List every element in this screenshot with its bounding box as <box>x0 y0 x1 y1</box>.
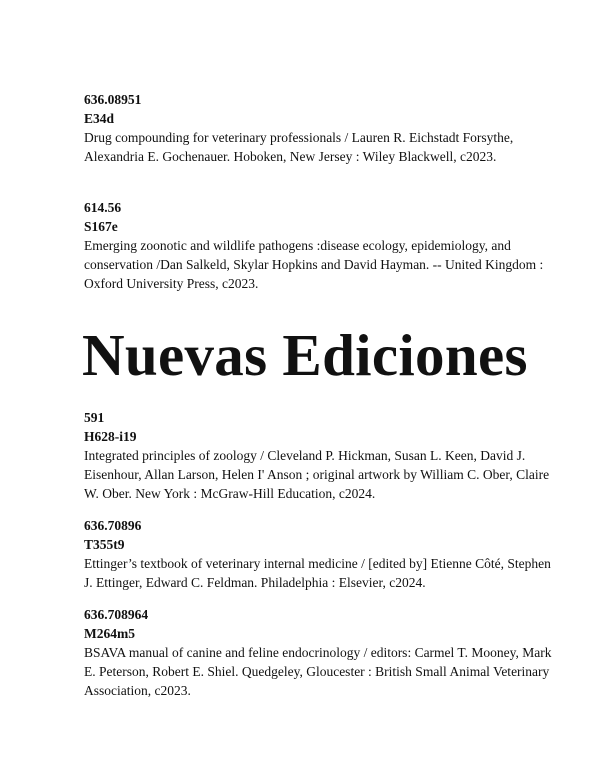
section-heading: Nuevas Ediciones <box>82 322 528 388</box>
catalog-entry <box>84 198 554 294</box>
entry-description: Drug compounding for veterinary professionals / Lauren R. Eichstadt Forsythe, Alexandria E. Gochenauer. Hoboken, New Jersey : Wiley Blackwell, c2023. <box>84 130 514 165</box>
class-number: 636.70896 <box>84 518 142 533</box>
entry-description: BSAVA manual of canine and feline endocrinology / editors: Carmel T. Mooney, Mark E. Peterson, Robert E. Shiel. Quedgeley, Gloucester : British Small Animal Veterinary Association, c2023. <box>84 645 552 699</box>
cutter-number: S167e <box>84 219 118 234</box>
class-number: 636.08951 <box>84 92 142 107</box>
class-number: 614.56 <box>84 200 122 215</box>
cutter-number: E34d <box>84 111 115 126</box>
cutter-number: M264m5 <box>84 626 135 641</box>
catalog-entry <box>84 408 554 504</box>
catalog-entry <box>84 516 554 592</box>
catalog-entry <box>84 90 554 166</box>
cutter-number: T355t9 <box>84 537 125 552</box>
class-number: 591 <box>84 410 105 425</box>
class-number: 636.708964 <box>84 607 149 622</box>
catalog-entry <box>84 605 554 701</box>
cutter-number: H628-i19 <box>84 429 137 444</box>
entry-description: Ettinger’s textbook of veterinary internal medicine / [edited by] Etienne Côté, Stephen J. Ettinger, Edward C. Feldman. Philadelphia : Elsevier, c2024. <box>84 556 551 591</box>
entry-description: Emerging zoonotic and wildlife pathogens :disease ecology, epidemiology, and conservation /Dan Salkeld, Skylar Hopkins and David Hayman. -- United Kingdom : Oxford University Press, c2023. <box>84 238 544 292</box>
entry-description: Integrated principles of zoology / Cleveland P. Hickman, Susan L. Keen, David J. Eisenhour, Allan Larson, Helen I' Anson ; original artwork by William C. Ober, Claire W. Ober. New York : McGraw-Hill Education, c2024. <box>84 448 550 502</box>
